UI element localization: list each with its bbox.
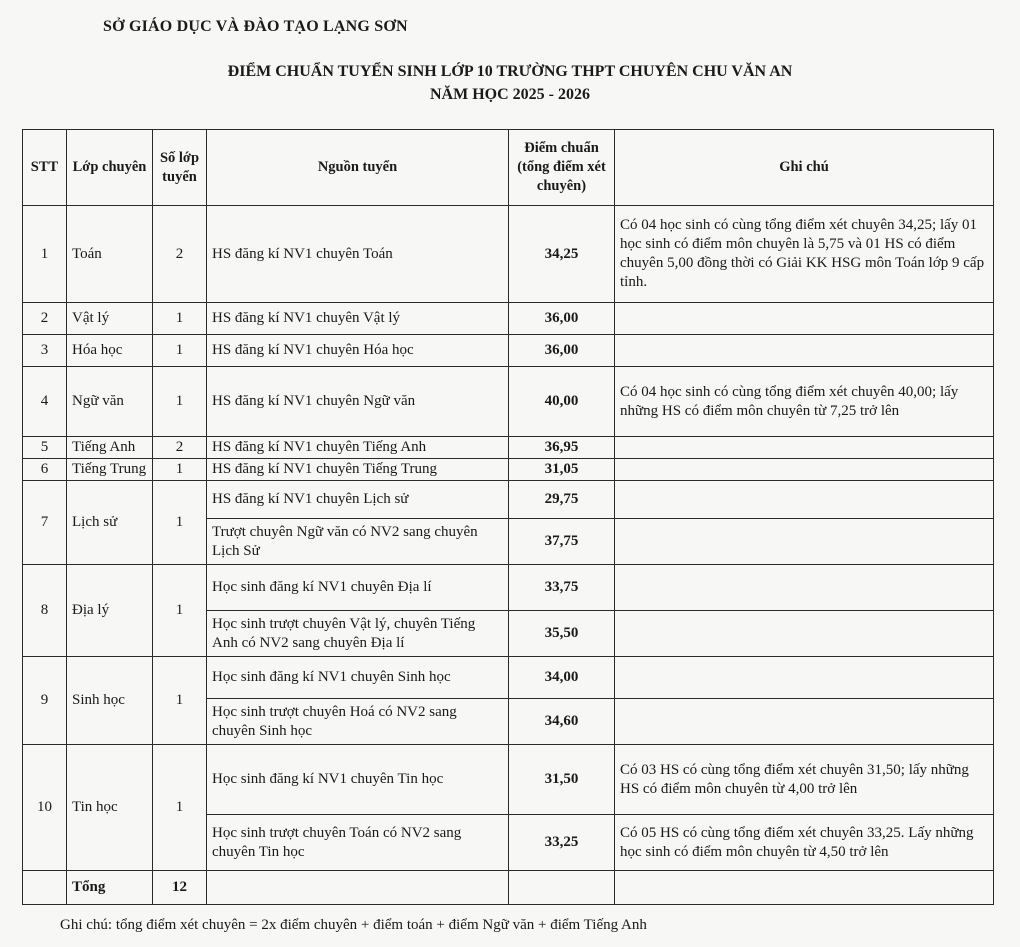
ghi-chu-cell xyxy=(615,565,994,611)
nguon-tuyen-cell: Học sinh trượt chuyên Toán có NV2 sang chuyên Tin học xyxy=(207,815,509,871)
lop-chuyen-cell: Địa lý xyxy=(67,565,153,657)
header-lop-chuyen: Lớp chuyên xyxy=(67,130,153,206)
table-header-row xyxy=(23,130,994,206)
nguon-tuyen-cell: HS đăng kí NV1 chuyên Tiếng Anh xyxy=(207,437,509,459)
so-lop-cell: 1 xyxy=(153,565,207,657)
nguon-tuyen-cell: HS đăng kí NV1 chuyên Vật lý xyxy=(207,303,509,335)
table-row xyxy=(23,335,994,367)
ghi-chu-cell: Có 04 học sinh có cùng tổng điểm xét chuyên 40,00; lấy những HS có điểm môn chuyên từ 7,25 trở lên xyxy=(615,367,994,437)
diem-chuan-cell: 29,75 xyxy=(509,481,615,519)
diem-chuan-cell: 34,60 xyxy=(509,699,615,745)
diem-chuan-cell: 31,50 xyxy=(509,745,615,815)
stt-cell: 1 xyxy=(23,206,67,303)
lop-chuyen-cell: Lịch sử xyxy=(67,481,153,565)
lop-chuyen-cell: Hóa học xyxy=(67,335,153,367)
nguon-tuyen-cell: HS đăng kí NV1 chuyên Tiếng Trung xyxy=(207,459,509,481)
lop-chuyen-cell: Toán xyxy=(67,206,153,303)
ghi-chu-cell: Có 04 học sinh có cùng tổng điểm xét chuyên 34,25; lấy 01 học sinh có điểm môn chuyên là 5,75 và 01 HS có điểm chuyên 5,00 đồng thời có Giải KK HSG môn Toán lớp 9 cấp tỉnh. xyxy=(615,206,994,303)
nguon-tuyen-cell: Học sinh trượt chuyên Hoá có NV2 sang chuyên Sinh học xyxy=(207,699,509,745)
stt-cell: 10 xyxy=(23,745,67,871)
admission-score-table xyxy=(22,129,994,905)
total-row xyxy=(23,871,994,905)
so-lop-cell: 1 xyxy=(153,481,207,565)
stt-cell: 8 xyxy=(23,565,67,657)
so-lop-cell: 1 xyxy=(153,335,207,367)
total-value: 12 xyxy=(153,871,207,905)
so-lop-cell: 2 xyxy=(153,206,207,303)
ghi-chu-cell xyxy=(615,699,994,745)
lop-chuyen-cell: Ngữ văn xyxy=(67,367,153,437)
ghi-chu-cell xyxy=(615,657,994,699)
table-row xyxy=(23,367,994,437)
school-year: NĂM HỌC 2025 - 2026 xyxy=(430,86,590,103)
ghi-chu-cell xyxy=(615,459,994,481)
header-nguon-tuyen: Nguồn tuyển xyxy=(207,130,509,206)
organization-name: SỞ GIÁO DỤC VÀ ĐÀO TẠO LẠNG SƠN xyxy=(103,18,408,35)
lop-chuyen-cell: Sinh học xyxy=(67,657,153,745)
diem-chuan-cell: 36,95 xyxy=(509,437,615,459)
header-stt: STT xyxy=(23,130,67,206)
stt-cell: 5 xyxy=(23,437,67,459)
diem-chuan-cell: 35,50 xyxy=(509,611,615,657)
nguon-tuyen-cell: Học sinh đăng kí NV1 chuyên Sinh học xyxy=(207,657,509,699)
so-lop-cell: 1 xyxy=(153,303,207,335)
footnote: Ghi chú: tổng điểm xét chuyên = 2x điểm chuyên + điểm toán + điểm Ngữ văn + điểm Tiếng Anh xyxy=(60,917,647,933)
nguon-tuyen-cell: HS đăng kí NV1 chuyên Toán xyxy=(207,206,509,303)
ghi-chu-cell xyxy=(615,611,994,657)
stt-cell: 2 xyxy=(23,303,67,335)
ghi-chu-cell xyxy=(615,481,994,519)
stt-cell: 7 xyxy=(23,481,67,565)
diem-chuan-cell: 36,00 xyxy=(509,303,615,335)
ghi-chu-cell xyxy=(615,335,994,367)
table-row xyxy=(23,459,994,481)
total-empty-cell xyxy=(207,871,509,905)
header-diem-chuan: Điểm chuẩn (tổng điểm xét chuyên) xyxy=(509,130,615,206)
diem-chuan-cell: 34,00 xyxy=(509,657,615,699)
lop-chuyen-cell: Tiếng Trung xyxy=(67,459,153,481)
diem-chuan-cell: 33,75 xyxy=(509,565,615,611)
ghi-chu-cell xyxy=(615,519,994,565)
diem-chuan-cell: 36,00 xyxy=(509,335,615,367)
table-row xyxy=(23,481,994,519)
total-empty-cell xyxy=(509,871,615,905)
diem-chuan-cell: 34,25 xyxy=(509,206,615,303)
table-body xyxy=(23,206,994,905)
stt-cell: 9 xyxy=(23,657,67,745)
so-lop-cell: 1 xyxy=(153,367,207,437)
total-empty-cell xyxy=(615,871,994,905)
diem-chuan-cell: 33,25 xyxy=(509,815,615,871)
nguon-tuyen-cell: HS đăng kí NV1 chuyên Ngữ văn xyxy=(207,367,509,437)
ghi-chu-cell: Có 05 HS có cùng tổng điểm xét chuyên 33,25. Lấy những học sinh có điểm môn chuyên từ 4,50 trở lên xyxy=(615,815,994,871)
nguon-tuyen-cell: Học sinh đăng kí NV1 chuyên Tin học xyxy=(207,745,509,815)
nguon-tuyen-cell: Trượt chuyên Ngữ văn có NV2 sang chuyên Lịch Sử xyxy=(207,519,509,565)
nguon-tuyen-cell: Học sinh trượt chuyên Vật lý, chuyên Tiếng Anh có NV2 sang chuyên Địa lí xyxy=(207,611,509,657)
ghi-chu-cell xyxy=(615,437,994,459)
header-so-lop: Số lớp tuyển xyxy=(153,130,207,206)
lop-chuyen-cell: Vật lý xyxy=(67,303,153,335)
lop-chuyen-cell: Tiếng Anh xyxy=(67,437,153,459)
stt-cell: 3 xyxy=(23,335,67,367)
diem-chuan-cell: 37,75 xyxy=(509,519,615,565)
so-lop-cell: 1 xyxy=(153,745,207,871)
table-row xyxy=(23,745,994,815)
table-row xyxy=(23,437,994,459)
total-label: Tổng xyxy=(67,871,153,905)
stt-cell: 6 xyxy=(23,459,67,481)
document-title: ĐIỂM CHUẨN TUYỂN SINH LỚP 10 TRƯỜNG THPT CHUYÊN CHU VĂN AN xyxy=(227,63,793,80)
table-row xyxy=(23,206,994,303)
lop-chuyen-cell: Tin học xyxy=(67,745,153,871)
so-lop-cell: 1 xyxy=(153,657,207,745)
table-row xyxy=(23,657,994,699)
diem-chuan-cell: 31,05 xyxy=(509,459,615,481)
nguon-tuyen-cell: Học sinh đăng kí NV1 chuyên Địa lí xyxy=(207,565,509,611)
diem-chuan-cell: 40,00 xyxy=(509,367,615,437)
total-empty-cell xyxy=(23,871,67,905)
table-row xyxy=(23,565,994,611)
ghi-chu-cell: Có 03 HS có cùng tổng điểm xét chuyên 31,50; lấy những HS có điểm môn chuyên từ 4,00 trở lên xyxy=(615,745,994,815)
table-row xyxy=(23,303,994,335)
nguon-tuyen-cell: HS đăng kí NV1 chuyên Hóa học xyxy=(207,335,509,367)
stt-cell: 4 xyxy=(23,367,67,437)
so-lop-cell: 1 xyxy=(153,459,207,481)
so-lop-cell: 2 xyxy=(153,437,207,459)
nguon-tuyen-cell: HS đăng kí NV1 chuyên Lịch sử xyxy=(207,481,509,519)
header-ghi-chu: Ghi chú xyxy=(615,130,994,206)
ghi-chu-cell xyxy=(615,303,994,335)
